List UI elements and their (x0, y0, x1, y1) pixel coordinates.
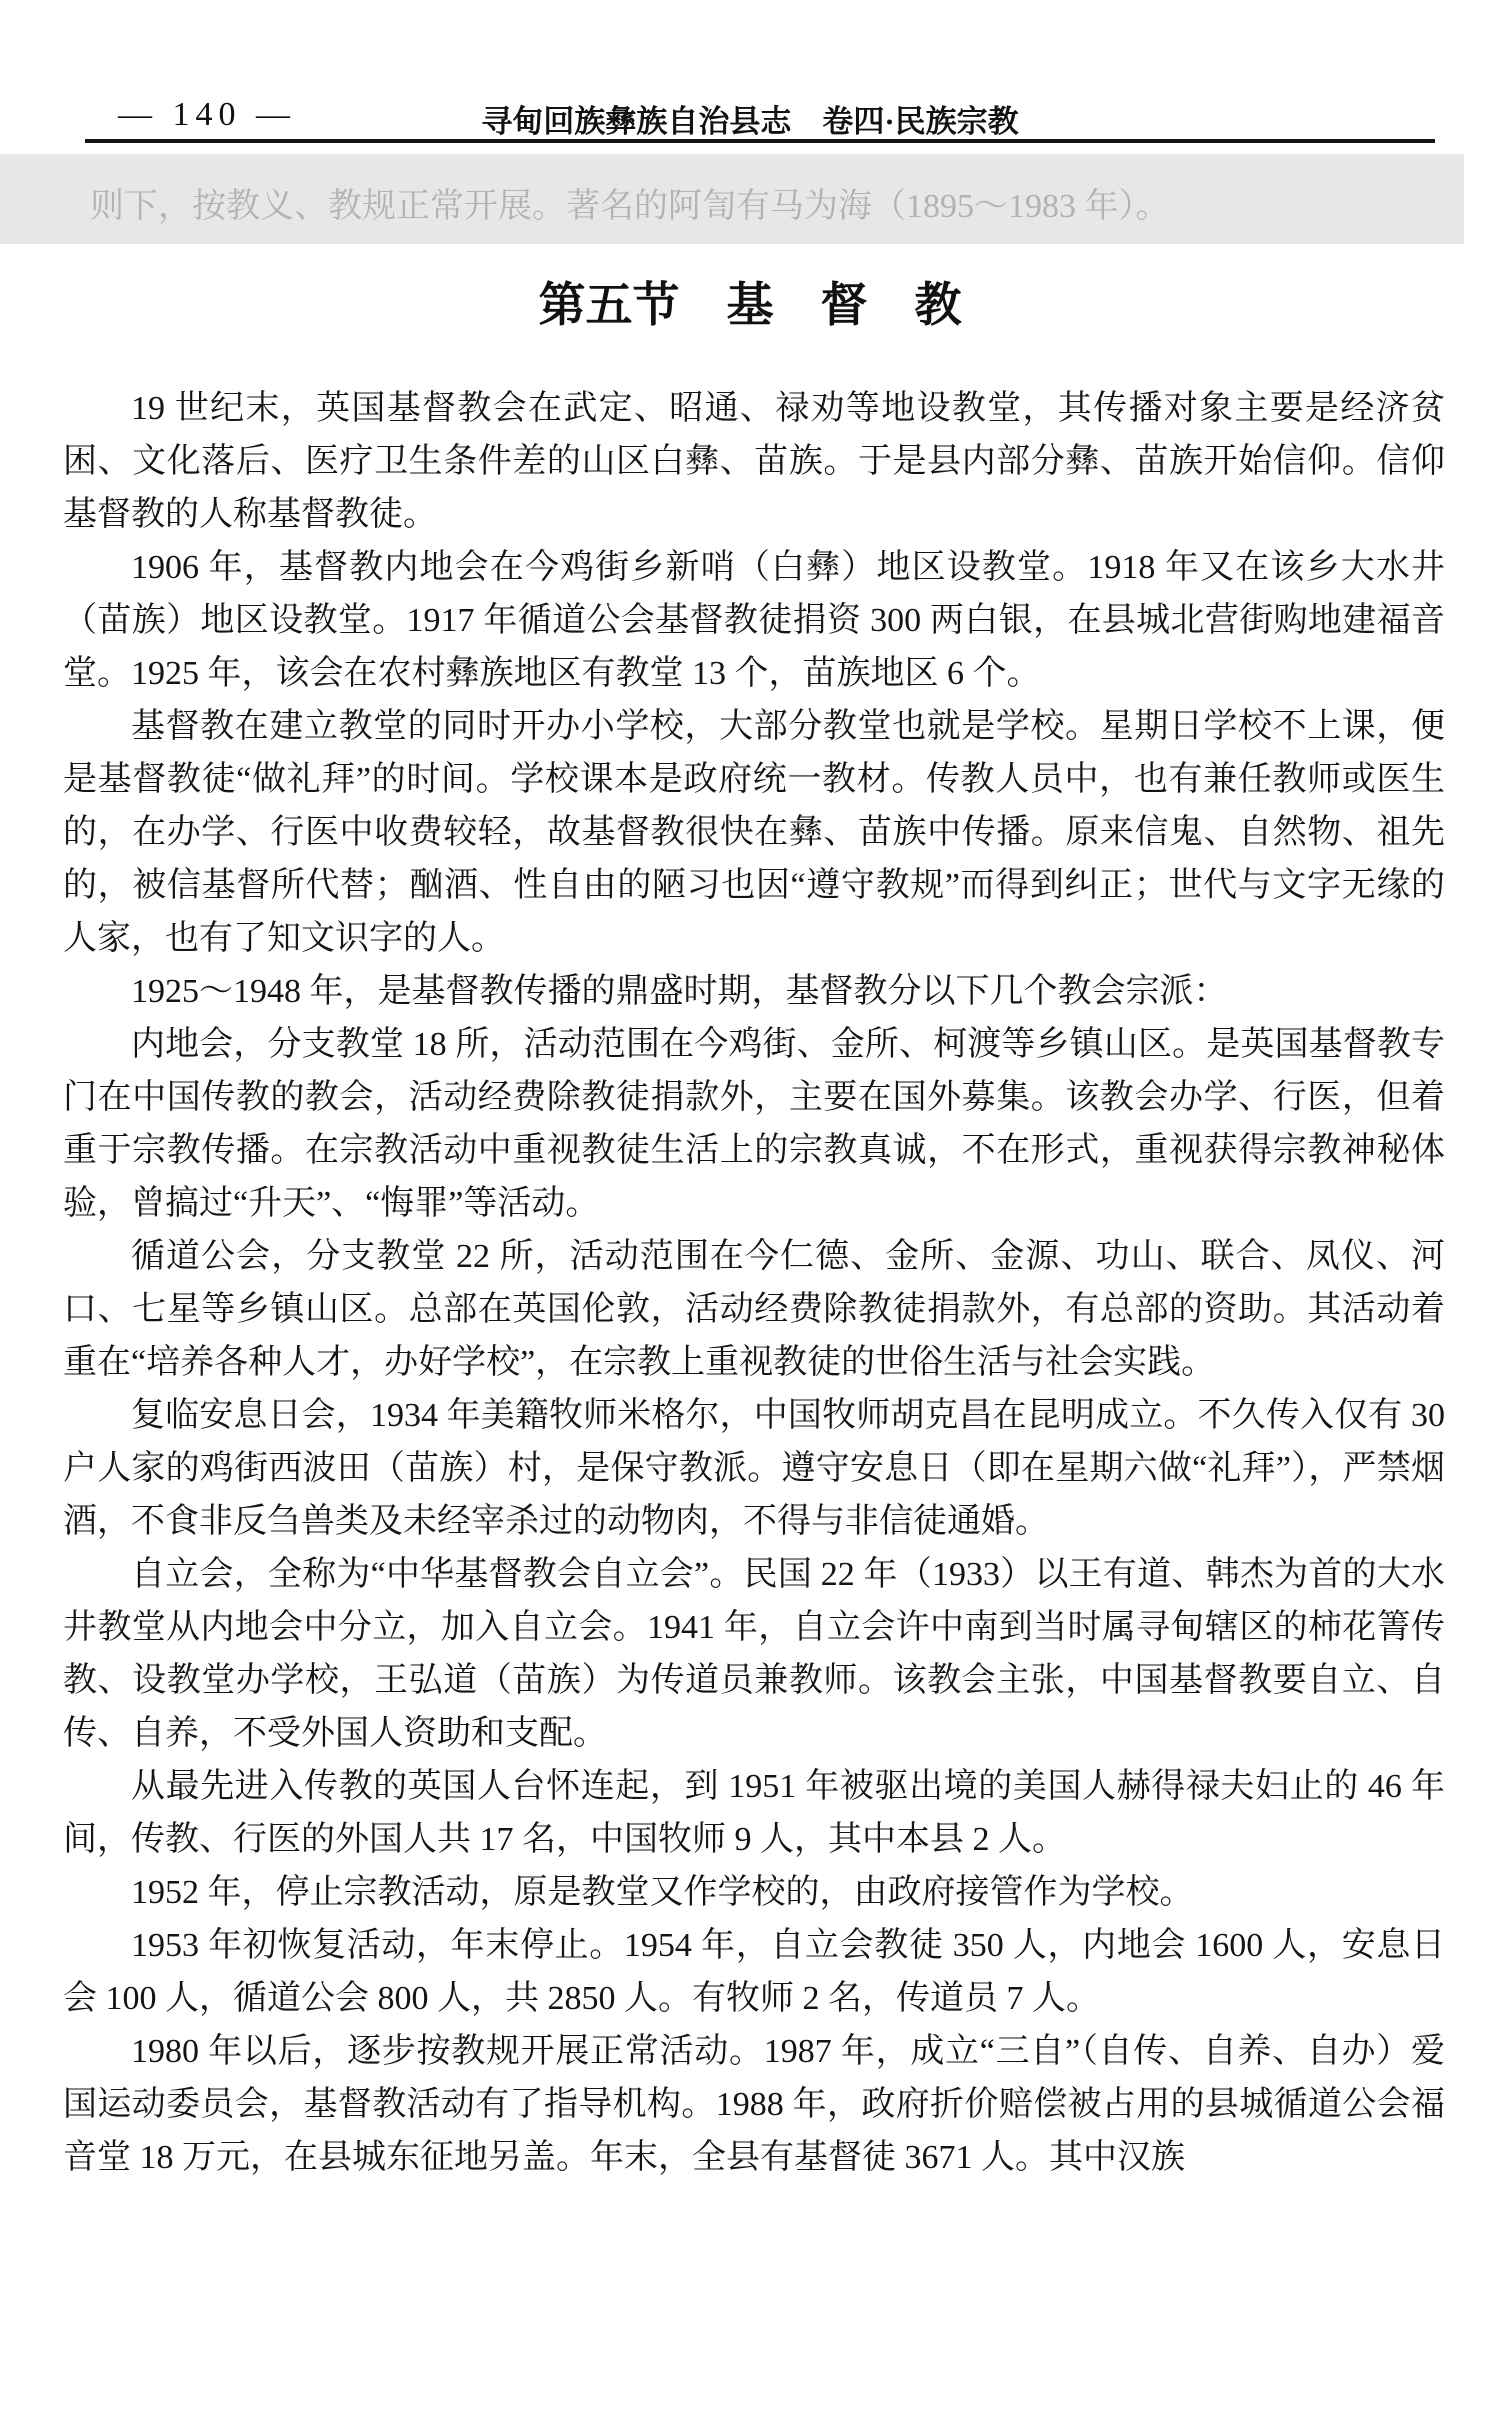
paragraph: 19 世纪末，英国基督教会在武定、昭通、禄劝等地设教堂，其传播对象主要是经济贫困、文化落后、医疗卫生条件差的山区白彝、苗族。于是县内部分彝、苗族开始信仰。信仰基督教的人称基督教徒。 (63, 390, 1445, 533)
section-title: 第五节 基 督 教 (538, 280, 962, 332)
body-text (63, 382, 1445, 2184)
paragraph: 从最先进入传教的英国人台怀连起，到 1951 年被驱出境的美国人赫得禄夫妇止的 46 年间，传教、行医的外国人共 17 名，中国牧师 9 人，其中本县 2 人。 (63, 1768, 1445, 1858)
header-rule (85, 139, 1435, 143)
page-number: — 140 — (118, 96, 296, 133)
paragraph: 1953 年初恢复活动，年末停止。1954 年，自立会教徒 350 人，内地会 1600 人，安息日会 100 人，循道公会 800 人，共 2850 人。有牧师 2 名，传道员 7 人。 (63, 1927, 1445, 2017)
carryover-highlight-band (0, 154, 1464, 244)
paragraph: 1906 年，基督教内地会在今鸡街乡新哨（白彝）地区设教堂。1918 年又在该乡大水井（苗族）地区设教堂。1917 年循道公会基督教徒捐资 300 两白银，在县城北营街购地建福音堂。1925 年，该会在农村彝族地区有教堂 13 个，苗族地区 6 个。 (63, 549, 1445, 692)
paragraph: 1952 年，停止宗教活动，原是教堂又作学校的，由政府接管作为学校。 (131, 1874, 1194, 1911)
paragraph: 内地会，分支教堂 18 所，活动范围在今鸡街、金所、柯渡等乡镇山区。是英国基督教专门在中国传教的教会，活动经费除教徒捐款外，主要在国外募集。该教会办学、行医，但着重于宗教传播。在宗教活动中重视教徒生活上的宗教真诚，不在形式，重视获得宗教神秘体验，曾搞过“升天”、“悔罪”等活动。 (63, 1026, 1445, 1222)
paragraph: 复临安息日会，1934 年美籍牧师米格尔，中国牧师胡克昌在昆明成立。不久传入仅有 30 户人家的鸡街西波田（苗族）村，是保守教派。遵守安息日（即在星期六做“礼拜”），严禁烟酒，不食非反刍兽类及未经宰杀过的动物肉，不得与非信徒通婚。 (63, 1397, 1445, 1540)
paragraph: 1925～1948 年，是基督教传播的鼎盛时期，基督教分以下几个教会宗派： (131, 973, 1228, 1010)
book-title: 寻甸回族彝族自治县志 卷四·民族宗教 (481, 104, 1019, 139)
carryover-paragraph: 则下，按教义、教规正常开展。著名的阿訇有马为海（1895～1983 年）。 (90, 188, 1170, 225)
paragraph: 自立会，全称为“中华基督教会自立会”。民国 22 年（1933）以王有道、韩杰为首的大水井教堂从内地会中分立，加入自立会。1941 年，自立会许中南到当时属寻甸辖区的柿花箐传教、设教堂办学校，王弘道（苗族）为传道员兼教师。该教会主张，中国基督教要自立、自传、自养，不受外国人资助和支配。 (63, 1556, 1445, 1752)
running-header (0, 96, 1500, 142)
paragraph: 循道公会，分支教堂 22 所，活动范围在今仁德、金所、金源、功山、联合、凤仪、河口、七星等乡镇山区。总部在英国伦敦，活动经费除教徒捐款外，有总部的资助。其活动着重在“培养各种人才，办好学校”，在宗教上重视教徒的世俗生活与社会实践。 (63, 1238, 1445, 1381)
paragraph: 1980 年以后，逐步按教规开展正常活动。1987 年，成立“三自”（自传、自养、自办）爱国运动委员会，基督教活动有了指导机构。1988 年，政府折价赔偿被占用的县城循道公会福音堂 18 万元，在县城东征地另盖。年末，全县有基督徒 3671 人。其中汉族 (63, 2033, 1445, 2176)
paragraph: 基督教在建立教堂的同时开办小学校，大部分教堂也就是学校。星期日学校不上课，便是基督教徒“做礼拜”的时间。学校课本是政府统一教材。传教人员中，也有兼任教师或医生的，在办学、行医中收费较轻，故基督教很快在彝、苗族中传播。原来信鬼、自然物、祖先的，被信基督所代替；酗酒、性自由的陋习也因“遵守教规”而得到纠正；世代与文字无缘的人家，也有了知文识字的人。 (63, 708, 1445, 957)
